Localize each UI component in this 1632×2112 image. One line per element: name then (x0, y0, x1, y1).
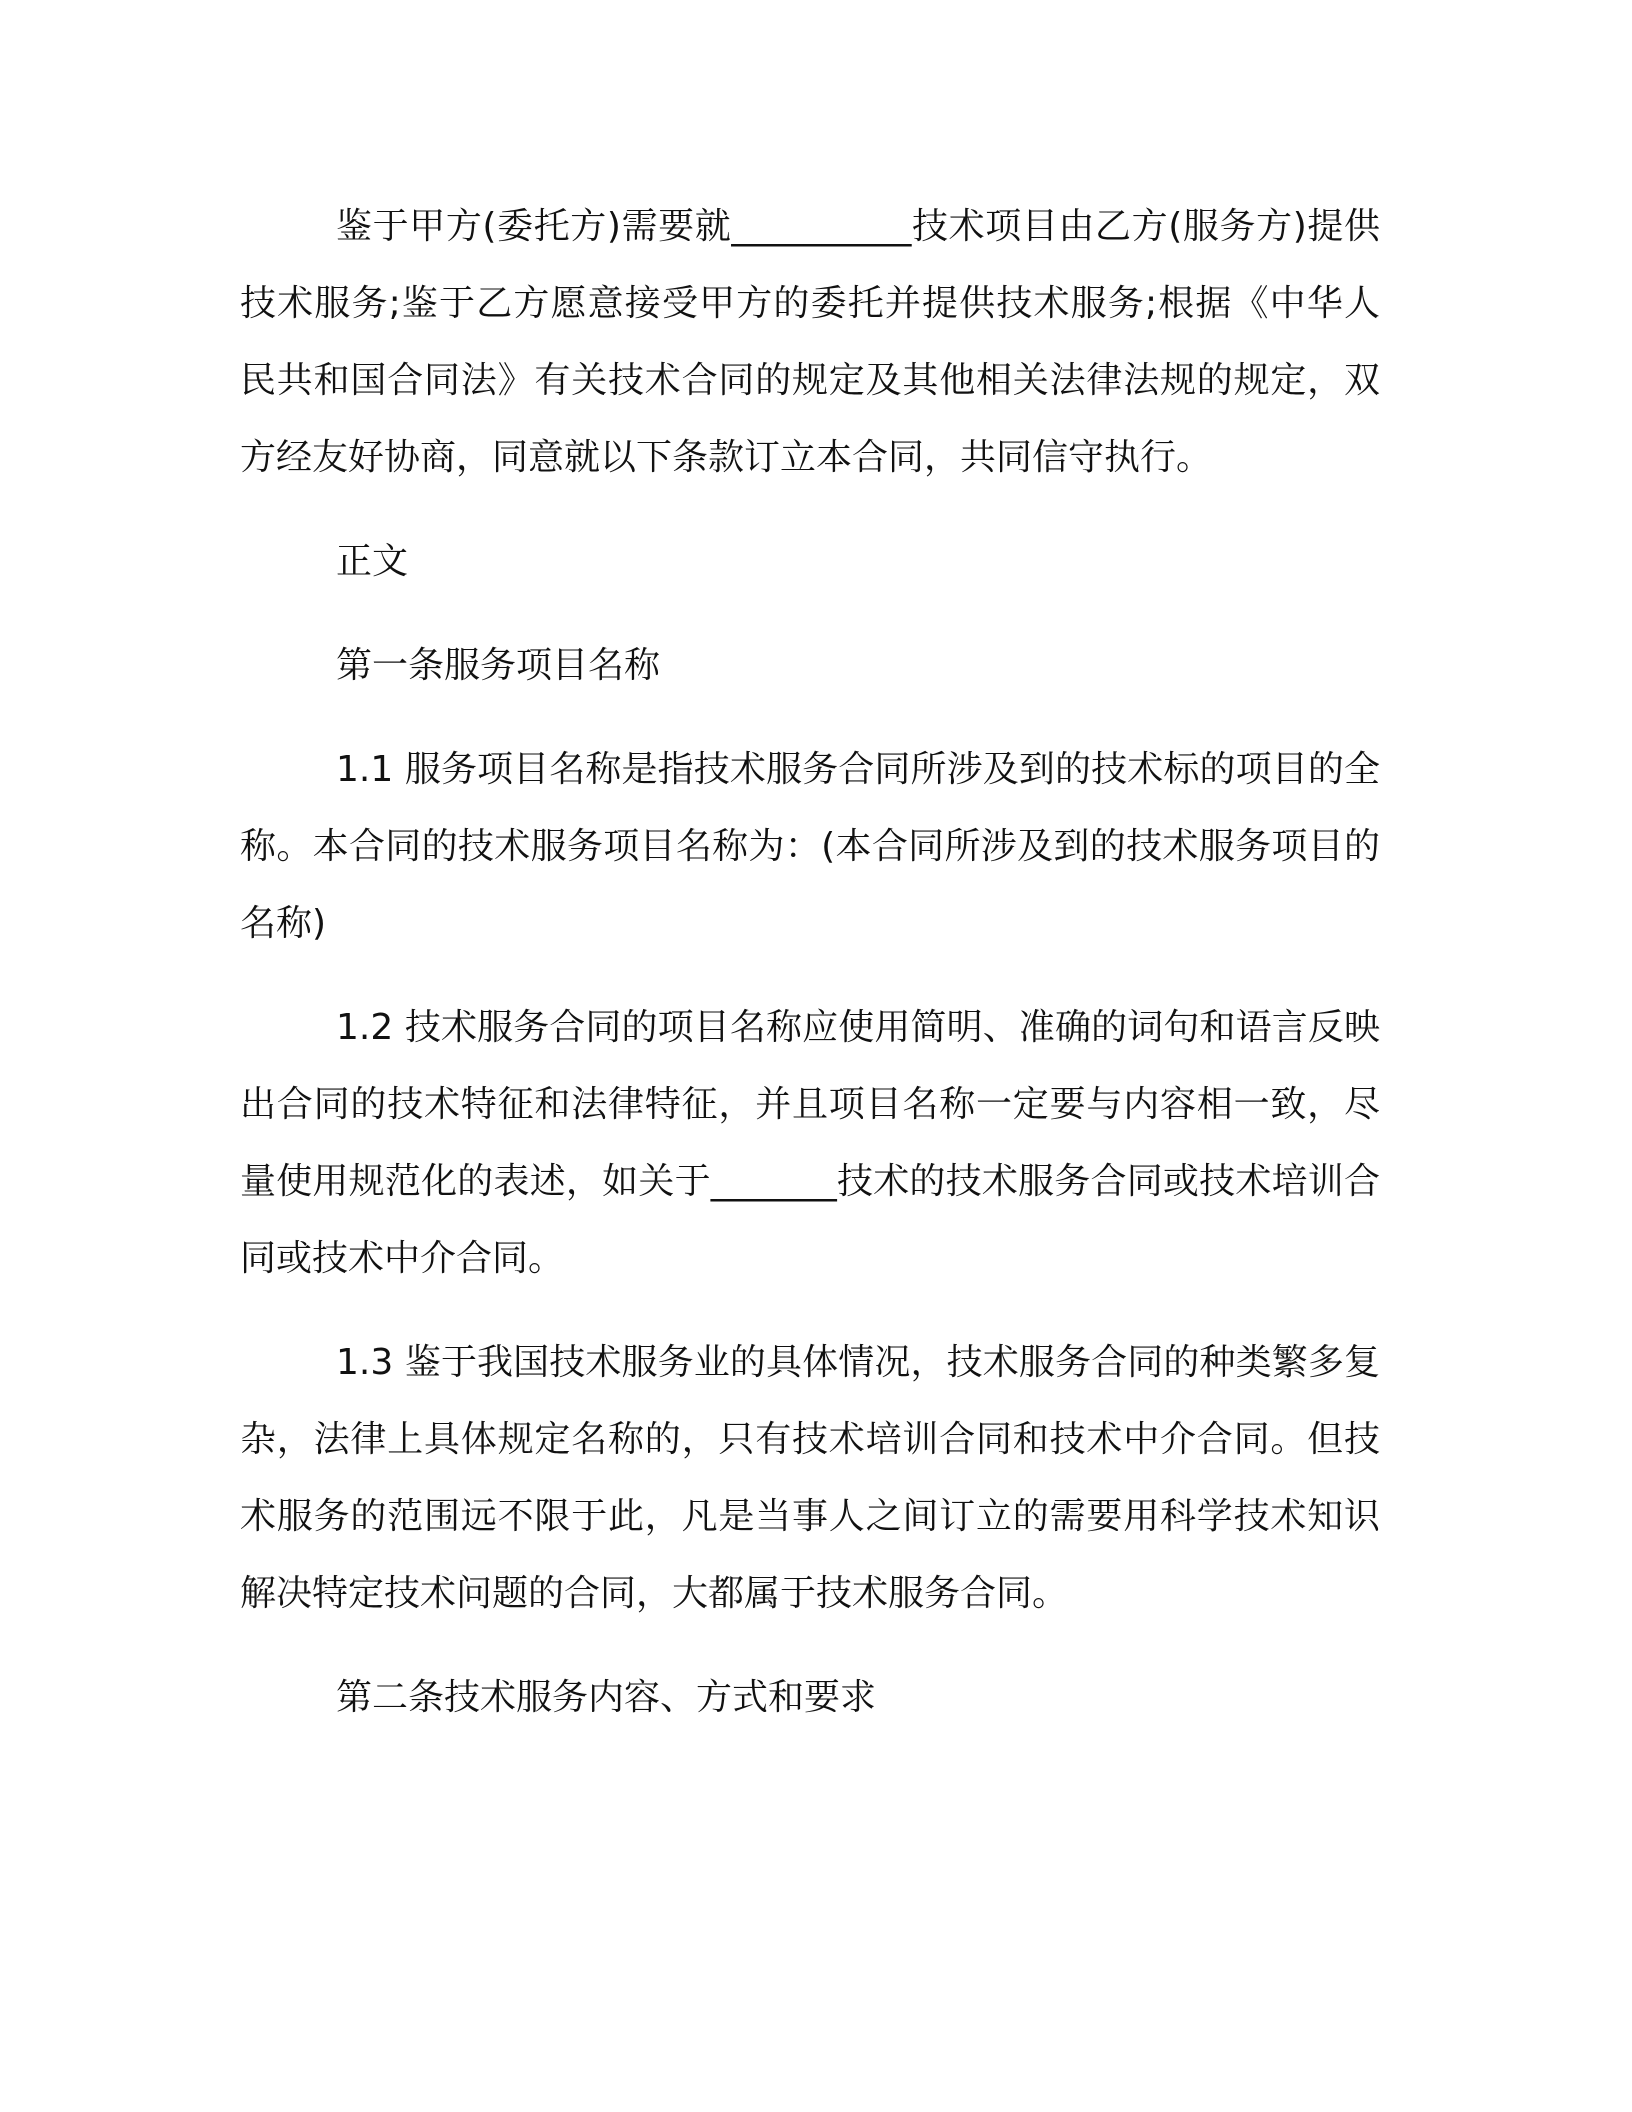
article-2-heading: 第二条技术服务内容、方式和要求 (336, 1677, 877, 1718)
body-heading: 正文 (336, 541, 409, 582)
preamble-paragraph: 鉴于甲方(委托方)需要就__________技术项目由乙方(服务方)提供技术服务;鉴于乙方愿意接受甲方的委托并提供技术服务;根据《中华人民共和国合同法》有关技术合同的规定及其他相关法律法规的规定，双方经友好协商，同意就以下条款订立本合同，共同信守执行。 (240, 206, 1380, 478)
document-page (240, 188, 1380, 1763)
article-1-heading: 第一条服务项目名称 (336, 645, 661, 686)
clause-1-2-paragraph: 1.2 技术服务合同的项目名称应使用简明、准确的词句和语言反映出合同的技术特征和法律特征，并且项目名称一定要与内容相一致，尽量使用规范化的表述，如关于_______技术的技术服务合同或技术培训合同或技术中介合同。 (240, 1007, 1380, 1279)
clause-1-3-paragraph: 1.3 鉴于我国技术服务业的具体情况，技术服务合同的种类繁多复杂，法律上具体规定名称的，只有技术培训合同和技术中介合同。但技术服务的范围远不限于此，凡是当事人之间订立的需要用科学技术知识解决特定技术问题的合同，大都属于技术服务合同。 (240, 1342, 1380, 1614)
clause-1-1-paragraph: 1.1 服务项目名称是指技术服务合同所涉及到的技术标的项目的全称。本合同的技术服务项目名称为：(本合同所涉及到的技术服务项目的名称) (240, 749, 1380, 944)
